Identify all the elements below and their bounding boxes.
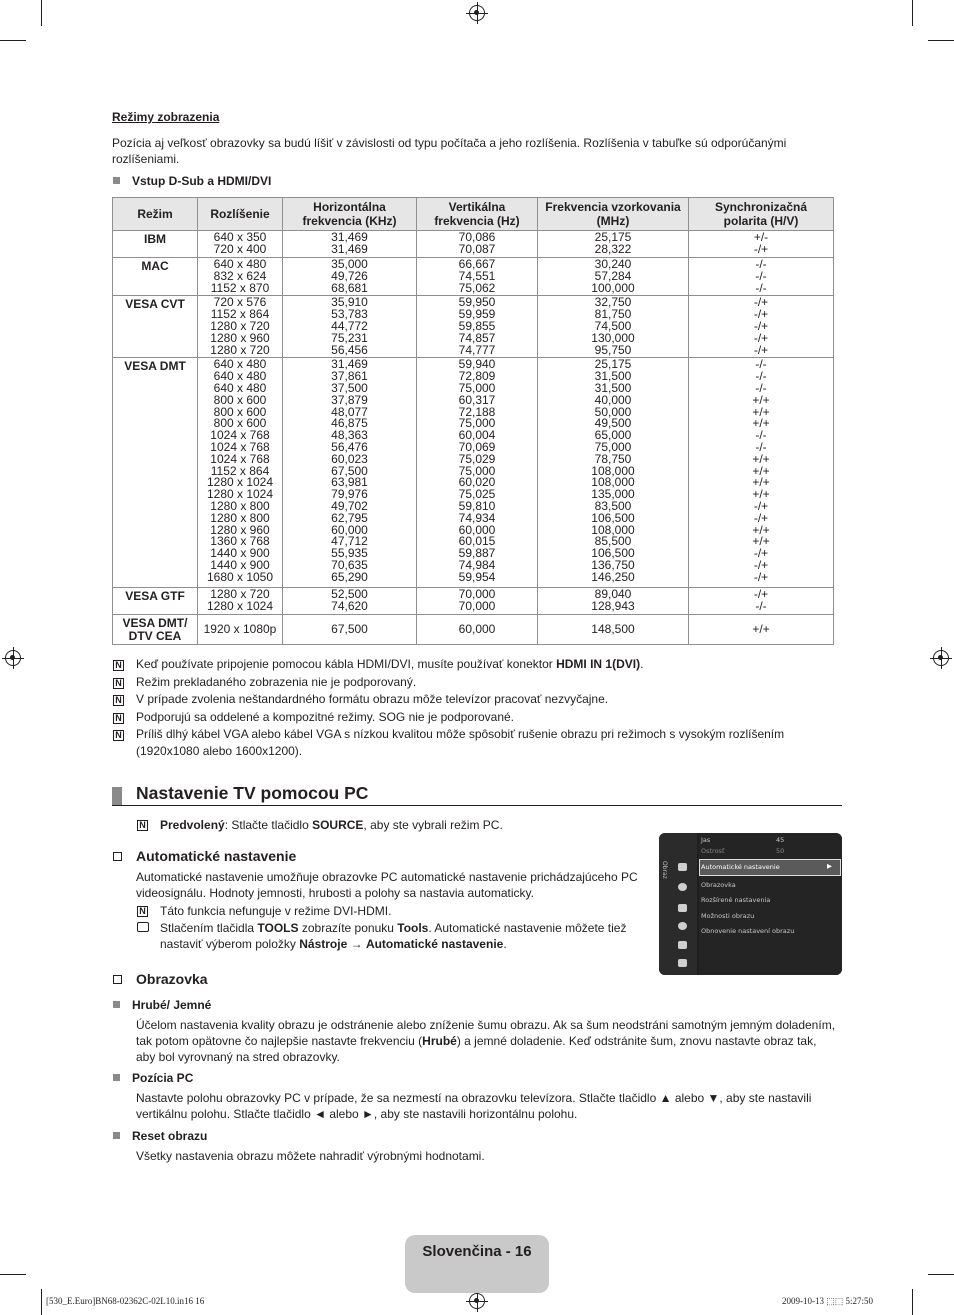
header-polarity: Synchronizačná polarita (H/V) — [689, 198, 834, 231]
crop-mark — [928, 40, 954, 41]
cell-vertical: 66,667 74,551 75,062 — [417, 258, 538, 296]
cell-resolution: 720 x 576 1152 x 864 1280 x 720 1280 x 960 1280 x 720 — [198, 296, 283, 358]
crop-mark — [41, 0, 42, 26]
osd-item: Možnosti obrazu — [701, 912, 755, 920]
input-label-row — [113, 173, 271, 189]
header-resolution: Rozlíšenie — [198, 198, 283, 231]
cell-mode: MAC — [113, 258, 198, 296]
cell-mode: VESA DMT — [113, 358, 198, 588]
tools-key: TOOLS — [257, 921, 299, 935]
reset-body: Všetky nastavenia obrazu môžete nahradiť výrobnými hodnotami. — [136, 1149, 485, 1163]
picture-icon — [678, 863, 687, 871]
cell-vertical: 60,000 — [417, 615, 538, 645]
cell-vertical: 70,086 70,087 — [417, 231, 538, 258]
cell-horizontal: 52,500 74,620 — [283, 588, 417, 615]
note-sog: Podporujú sa oddelené a kompozitné režimy. SOG nie je podporované. — [136, 710, 515, 724]
cell-polarity: -/- -/- -/- +/+ +/+ +/+ -/- -/- +/+ +/+ +/+ +/+ -/+ -/+ +/+ +/+ -/+ -/+ -/+ — [689, 358, 834, 588]
section-divider — [112, 805, 842, 806]
cell-resolution: 640 x 480 640 x 480 640 x 480 800 x 600 800 x 600 800 x 600 1024 x 768 1024 x 768 1024 x 768 1152 x 864 1280 x 1024 1280 x 1024 1280 x 800 1280 x 800 1280 x 960 1360 x 768 1440 x 900 1440 x 900 1680 x 1050 — [198, 358, 283, 588]
cell-horizontal: 67,500 — [283, 615, 417, 645]
osd-item: Obnovenie nastavení obrazu — [701, 927, 795, 935]
crop-mark — [0, 1274, 26, 1275]
cell-mode: VESA GTF — [113, 588, 198, 615]
osd-item: Jas — [701, 836, 711, 844]
auto-note: Táto funkcia nefunguje v režime DVI-HDMI. — [160, 904, 392, 918]
checkbox-bullet-icon — [113, 975, 122, 984]
note-icon: N — [137, 820, 148, 831]
source-key: SOURCE — [312, 818, 364, 832]
osd-item: Obrazovka — [701, 881, 736, 889]
settings-gear-icon — [678, 922, 687, 930]
cell-sampling: 30,240 57,284 100,000 — [538, 258, 689, 296]
tools-text: Stlačením tlačidla — [160, 921, 258, 935]
tools-item: Nástroje — [299, 937, 348, 951]
coarse-title: Hrubé/ Jemné — [132, 998, 212, 1012]
registration-mark-icon — [469, 1293, 485, 1309]
position-heading — [113, 1070, 193, 1086]
cell-polarity: +/- -/+ — [689, 231, 834, 258]
table-row — [113, 588, 834, 615]
table-row — [113, 358, 834, 588]
cell-resolution: 640 x 480 832 x 624 1152 x 870 — [198, 258, 283, 296]
cell-vertical: 70,000 70,000 — [417, 588, 538, 615]
auto-title: Automatické nastavenie — [136, 848, 297, 864]
coarse-bold: Hrubé — [422, 1034, 457, 1048]
input-label: Vstup D-Sub a HDMI/DVI — [132, 174, 272, 188]
osd-arrow-icon: ▶ — [827, 862, 832, 870]
reset-heading — [113, 1128, 207, 1144]
tools-icon — [137, 922, 149, 932]
osd-item: Automatické nastavenie — [701, 863, 780, 871]
note-icon: N — [113, 695, 124, 706]
support-icon — [678, 959, 687, 967]
table-header-row — [113, 198, 834, 231]
note-icon: N — [137, 906, 148, 917]
cell-resolution: 640 x 350 720 x 400 — [198, 231, 283, 258]
header-horizontal: Horizontálna frekvencia (KHz) — [283, 198, 417, 231]
note-interlace: Režim prekladaného zobrazenia nie je podporovaný. — [136, 675, 417, 689]
preset-text: : Stlačte tlačidlo — [224, 818, 313, 832]
position-body: Nastavte polohu obrazovky PC v prípade, že sa nezmestí na obrazovku televízora. Stlačte tlačidlo ▲ alebo ▼, aby ste nastavili vertikálnu polohu. Stlačte tlačidlo ◄ alebo ►, aby ste nastavili horizontálnu polohu. — [136, 1091, 812, 1121]
table-row — [113, 615, 834, 645]
osd-item: Rozšírené nastavenia — [701, 896, 771, 904]
tools-arrow: → — [347, 937, 366, 951]
crop-mark — [912, 1289, 913, 1315]
square-bullet-icon — [113, 1001, 120, 1008]
registration-mark-icon — [933, 650, 949, 666]
note-icon: N — [113, 713, 124, 724]
cell-sampling: 25,175 31,500 31,500 40,000 50,000 49,500 65,000 75,000 78,750 108,000 108,000 135,000 83,500 106,500 108,000 85,500 106,500 136,750 146,250 — [538, 358, 689, 588]
coarse-heading — [113, 997, 211, 1013]
cell-polarity: +/+ — [689, 615, 834, 645]
cell-horizontal: 35,910 53,783 44,772 75,231 56,456 — [283, 296, 417, 358]
osd-menu-image — [659, 833, 842, 975]
osd-side-label: Obraz — [661, 861, 668, 879]
cell-resolution: 1280 x 720 1280 x 1024 — [198, 588, 283, 615]
setup-icon — [678, 904, 687, 912]
cell-polarity: -/- -/- -/- — [689, 258, 834, 296]
position-title: Pozícia PC — [132, 1071, 194, 1085]
note-nonstandard: V prípade zvolenia neštandardného formátu obrazu môže televízor pracovať nezvyčajne. — [136, 692, 609, 706]
note-hdmi-text: Keď používate pripojenie pomocou kábla HDMI/DVI, musíte používať konektor — [136, 657, 557, 671]
header-vertical: Vertikálna frekvencia (Hz) — [417, 198, 538, 231]
square-bullet-icon — [113, 177, 120, 184]
cell-sampling: 148,500 — [538, 615, 689, 645]
tools-auto: Automatické nastavenie — [365, 937, 504, 951]
tools-text: . Automatické nastavenie môžete tiež nastaviť výberom položky — [160, 921, 627, 951]
note-hdmi-end: . — [640, 657, 644, 671]
print-info-right: 2009-10-13 ⬚⬚ 5:27:50 — [782, 1296, 874, 1306]
osd-item: Ostrosť — [701, 847, 725, 855]
table-row — [113, 258, 834, 296]
header-mode: Režim — [113, 198, 198, 231]
tools-text-end: . — [503, 937, 507, 951]
registration-mark-icon — [5, 650, 21, 666]
header-sampling: Frekvencia vzorkovania (MHz) — [538, 198, 689, 231]
cell-sampling: 89,040 128,943 — [538, 588, 689, 615]
section-title: Nastavenie TV pomocou PC — [136, 783, 369, 803]
print-info-left: [530_E.Euro]BN68-02362C-02L10.in16 16 — [46, 1296, 205, 1306]
coarse-body — [136, 1017, 838, 1065]
crop-mark — [912, 0, 913, 26]
modes-heading: Režimy zobrazenia — [112, 110, 220, 124]
coarse-text-end: ) a jemné doladenie. Keď odstránite šum, znovu nastavte obraz tak, aby bol vyrovnaný na stred obrazovky. — [136, 1034, 817, 1064]
crop-mark — [928, 1274, 954, 1275]
preset-text-end: , aby ste vybrali režim PC. — [363, 818, 503, 832]
osd-item-value: 50 — [776, 847, 785, 855]
cell-polarity: -/+ -/+ -/+ -/+ -/+ — [689, 296, 834, 358]
note-icon: N — [113, 660, 124, 671]
auto-body: Automatické nastavenie umožňuje obrazovke PC automatické nastavenie prichádzajúceho PC videosignálu. Hodnoty jemnosti, hrubosti a polohy sa nastavia automaticky. — [136, 870, 638, 900]
note-hdmi — [136, 656, 836, 673]
page-number: Slovenčina - 16 — [422, 1243, 532, 1260]
crop-mark — [0, 40, 26, 41]
table-row — [113, 296, 834, 358]
cell-mode: IBM — [113, 231, 198, 258]
preset-note — [160, 817, 503, 833]
cell-mode: VESA CVT — [113, 296, 198, 358]
cell-mode: VESA DMT/ DTV CEA — [113, 615, 198, 645]
crop-mark — [41, 1289, 42, 1315]
table-row — [113, 231, 834, 258]
cell-sampling: 32,750 81,750 74,500 130,000 95,750 — [538, 296, 689, 358]
cell-vertical: 59,940 72,809 75,000 60,317 72,188 75,000 60,004 70,069 75,029 75,000 60,020 75,025 59,810 74,934 60,000 60,015 59,887 74,984 59,954 — [417, 358, 538, 588]
tools-text: zobrazíte ponuku — [298, 921, 398, 935]
display-modes-table — [112, 197, 834, 645]
reset-title: Reset obrazu — [132, 1129, 208, 1143]
note-icon: N — [113, 730, 124, 741]
note-icon: N — [113, 678, 124, 689]
preset-label: Predvolený — [160, 818, 225, 832]
cell-vertical: 59,950 59,959 59,855 74,857 74,777 — [417, 296, 538, 358]
osd-item-value: 45 — [776, 836, 785, 844]
note-vga-cable: Príliš dlhý kábel VGA alebo kábel VGA s nízkou kvalitou môže spôsobiť rušenie obrazu pri režimoch s vysokým rozlíšením (1920x1080 alebo 1600x1200). — [136, 727, 785, 758]
cell-horizontal: 35,000 49,726 68,681 — [283, 258, 417, 296]
cell-resolution: 1920 x 1080p — [198, 615, 283, 645]
checkbox-bullet-icon — [113, 852, 122, 861]
input-icon — [678, 941, 687, 949]
cell-horizontal: 31,469 37,861 37,500 37,879 48,077 46,875 48,363 56,476 60,023 67,500 63,981 79,976 49,702 62,795 60,000 47,712 55,935 70,635 65,290 — [283, 358, 417, 588]
modes-intro: Pozícia aj veľkosť obrazovky sa budú líšiť v závislosti od typu počítača a jeho rozlíšenia. Rozlíšenia v tabuľke sú odporúčanými rozlíšeniami. — [112, 136, 787, 166]
section-bar — [112, 787, 122, 805]
screen-title: Obrazovka — [136, 971, 208, 987]
square-bullet-icon — [113, 1074, 120, 1081]
tools-menu: Tools — [397, 921, 429, 935]
cell-sampling: 25,175 28,322 — [538, 231, 689, 258]
square-bullet-icon — [113, 1132, 120, 1139]
cell-polarity: -/+ -/- — [689, 588, 834, 615]
sound-icon — [678, 883, 687, 891]
coarse-text: Účelom nastavenia kvality obrazu je odstránenie alebo zníženie šumu obrazu. Ak sa šum neodstráni samotným jemným doladením, tak potom opätovne čo najlepšie nastavte frekvenciu ( — [136, 1018, 836, 1048]
note-hdmi-connector: HDMI IN 1(DVI) — [556, 657, 641, 671]
registration-mark-icon — [469, 5, 485, 21]
auto-tools — [160, 920, 650, 952]
cell-horizontal: 31,469 31,469 — [283, 231, 417, 258]
